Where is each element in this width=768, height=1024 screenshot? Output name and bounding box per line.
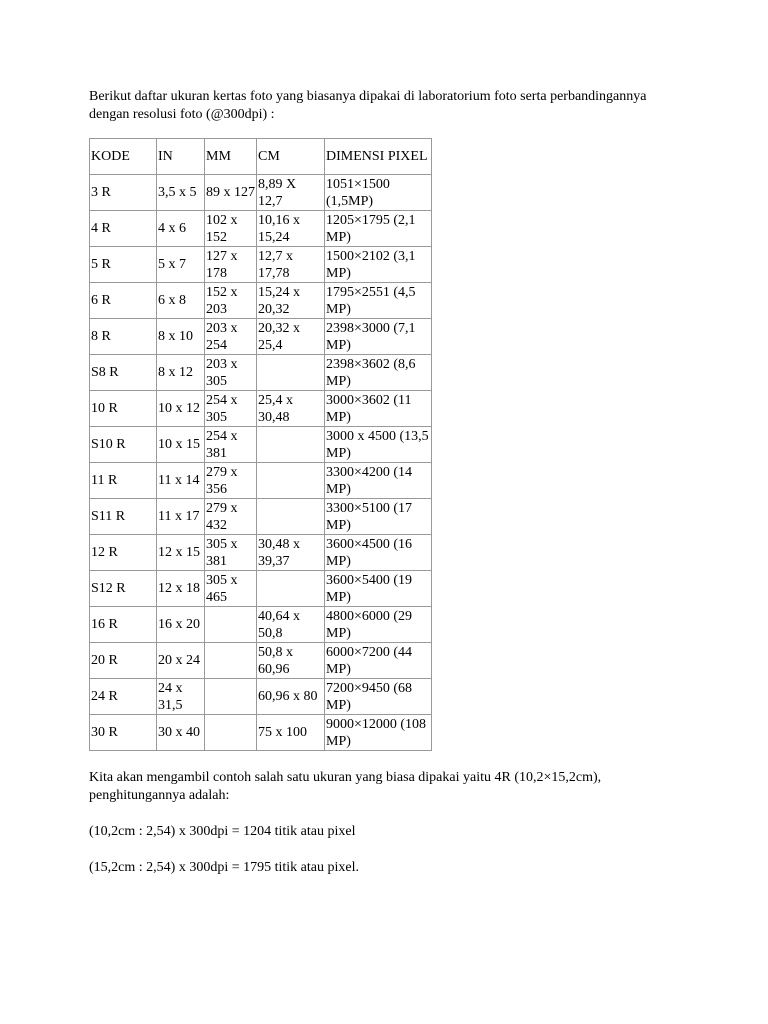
cell-cm: 30,48 x 39,37 <box>257 535 325 571</box>
cell-kode: 24 R <box>90 679 157 715</box>
cell-pixel: 3600×5400 (19 MP) <box>325 571 432 607</box>
table-row <box>90 175 432 211</box>
table-row <box>90 715 432 751</box>
cell-cm: 75 x 100 <box>257 715 325 751</box>
cell-cm: 8,89 X 12,7 <box>257 175 325 211</box>
cell-mm: 254 x 381 <box>205 427 257 463</box>
photo-size-table <box>89 138 432 751</box>
cell-mm: 305 x 465 <box>205 571 257 607</box>
cell-pixel: 3300×4200 (14 MP) <box>325 463 432 499</box>
cell-pixel: 1795×2551 (4,5 MP) <box>325 283 432 319</box>
cell-kode: 12 R <box>90 535 157 571</box>
cell-in: 10 x 15 <box>157 427 205 463</box>
cell-pixel: 7200×9450 (68 MP) <box>325 679 432 715</box>
cell-in: 6 x 8 <box>157 283 205 319</box>
cell-in: 16 x 20 <box>157 607 205 643</box>
cell-cm <box>257 427 325 463</box>
cell-cm <box>257 499 325 535</box>
table-row <box>90 571 432 607</box>
cell-pixel: 3600×4500 (16 MP) <box>325 535 432 571</box>
cell-mm: 279 x 432 <box>205 499 257 535</box>
calculation-height: (15,2cm : 2,54) x 300dpi = 1795 titik atau pixel. <box>89 860 359 875</box>
table-row <box>90 247 432 283</box>
cell-in: 4 x 6 <box>157 211 205 247</box>
table-row <box>90 283 432 319</box>
cell-kode: S12 R <box>90 571 157 607</box>
example-paragraph: Kita akan mengambil contoh salah satu ukuran yang biasa dipakai yaitu 4R (10,2×15,2cm), penghitungannya adalah: <box>89 770 602 803</box>
cell-in: 12 x 18 <box>157 571 205 607</box>
cell-kode: 11 R <box>90 463 157 499</box>
cell-pixel: 1500×2102 (3,1 MP) <box>325 247 432 283</box>
cell-cm <box>257 355 325 391</box>
table-row <box>90 679 432 715</box>
cell-kode: 5 R <box>90 247 157 283</box>
cell-in: 3,5 x 5 <box>157 175 205 211</box>
cell-cm: 20,32 x 25,4 <box>257 319 325 355</box>
cell-cm <box>257 463 325 499</box>
document-page <box>89 88 689 877</box>
cell-kode: 6 R <box>90 283 157 319</box>
header-cell-cm: CM <box>257 139 325 175</box>
cell-mm: 152 x 203 <box>205 283 257 319</box>
cell-mm: 279 x 356 <box>205 463 257 499</box>
calculation-width: (10,2cm : 2,54) x 300dpi = 1204 titik atau pixel <box>89 824 356 839</box>
cell-kode: S10 R <box>90 427 157 463</box>
table-row <box>90 463 432 499</box>
cell-cm: 40,64 x 50,8 <box>257 607 325 643</box>
cell-in: 8 x 10 <box>157 319 205 355</box>
cell-kode: 10 R <box>90 391 157 427</box>
table-row <box>90 643 432 679</box>
cell-pixel: 1205×1795 (2,1 MP) <box>325 211 432 247</box>
cell-in: 11 x 17 <box>157 499 205 535</box>
cell-cm: 25,4 x 30,48 <box>257 391 325 427</box>
cell-pixel: 2398×3000 (7,1 MP) <box>325 319 432 355</box>
cell-pixel: 1051×1500 (1,5MP) <box>325 175 432 211</box>
cell-cm <box>257 571 325 607</box>
cell-cm: 60,96 x 80 <box>257 679 325 715</box>
table-row <box>90 319 432 355</box>
cell-pixel: 2398×3602 (8,6 MP) <box>325 355 432 391</box>
cell-mm: 203 x 254 <box>205 319 257 355</box>
cell-kode: 20 R <box>90 643 157 679</box>
table-row <box>90 355 432 391</box>
cell-in: 10 x 12 <box>157 391 205 427</box>
cell-kode: S11 R <box>90 499 157 535</box>
cell-mm <box>205 643 257 679</box>
cell-mm: 305 x 381 <box>205 535 257 571</box>
table-row <box>90 535 432 571</box>
cell-mm <box>205 679 257 715</box>
cell-cm: 15,24 x 20,32 <box>257 283 325 319</box>
table-row <box>90 211 432 247</box>
table-row <box>90 427 432 463</box>
cell-in: 5 x 7 <box>157 247 205 283</box>
cell-pixel: 3000 x 4500 (13,5 MP) <box>325 427 432 463</box>
cell-cm: 50,8 x 60,96 <box>257 643 325 679</box>
cell-in: 11 x 14 <box>157 463 205 499</box>
header-cell-mm: MM <box>205 139 257 175</box>
cell-in: 20 x 24 <box>157 643 205 679</box>
cell-pixel: 9000×12000 (108 MP) <box>325 715 432 751</box>
cell-pixel: 4800×6000 (29 MP) <box>325 607 432 643</box>
cell-kode: 30 R <box>90 715 157 751</box>
header-cell-kode: KODE <box>90 139 157 175</box>
cell-pixel: 3300×5100 (17 MP) <box>325 499 432 535</box>
table-header-row <box>90 139 432 175</box>
header-cell-pixel: DIMENSI PIXEL <box>325 139 432 175</box>
cell-in: 12 x 15 <box>157 535 205 571</box>
cell-mm: 203 x 305 <box>205 355 257 391</box>
table-row <box>90 607 432 643</box>
table-row <box>90 391 432 427</box>
header-cell-in: IN <box>157 139 205 175</box>
cell-kode: 4 R <box>90 211 157 247</box>
cell-mm: 89 x 127 <box>205 175 257 211</box>
cell-kode: S8 R <box>90 355 157 391</box>
cell-mm: 102 x 152 <box>205 211 257 247</box>
cell-mm: 254 x 305 <box>205 391 257 427</box>
cell-mm <box>205 607 257 643</box>
cell-pixel: 3000×3602 (11 MP) <box>325 391 432 427</box>
table-row <box>90 499 432 535</box>
cell-kode: 3 R <box>90 175 157 211</box>
cell-mm <box>205 715 257 751</box>
cell-mm: 127 x 178 <box>205 247 257 283</box>
intro-paragraph: Berikut daftar ukuran kertas foto yang biasanya dipakai di laboratorium foto serta perbandingannya dengan resolusi foto (@300dpi) : <box>89 89 647 122</box>
cell-cm: 10,16 x 15,24 <box>257 211 325 247</box>
cell-kode: 8 R <box>90 319 157 355</box>
cell-kode: 16 R <box>90 607 157 643</box>
cell-in: 24 x 31,5 <box>157 679 205 715</box>
cell-in: 30 x 40 <box>157 715 205 751</box>
cell-in: 8 x 12 <box>157 355 205 391</box>
cell-pixel: 6000×7200 (44 MP) <box>325 643 432 679</box>
cell-cm: 12,7 x 17,78 <box>257 247 325 283</box>
